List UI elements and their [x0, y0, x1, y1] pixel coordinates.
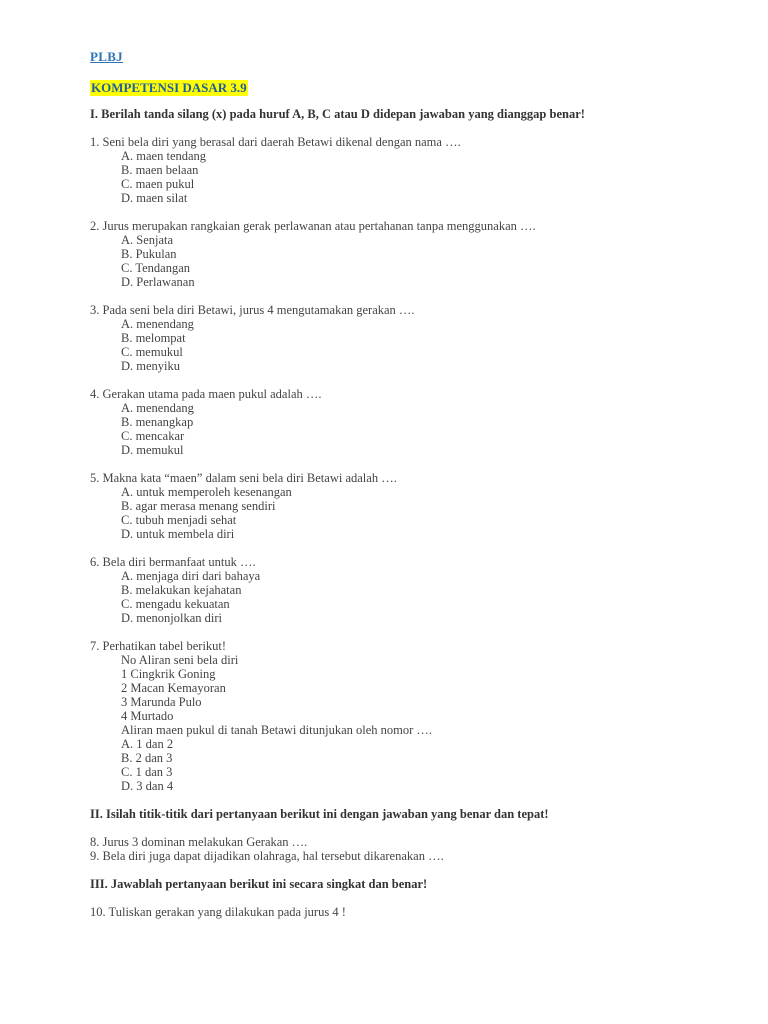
option-a: A. menendang	[121, 401, 194, 415]
question-text: 1. Seni bela diri yang berasal dari daerah Betawi dikenal dengan nama ….	[90, 135, 461, 149]
question-8: 8. Jurus 3 dominan melakukan Gerakan ….	[90, 835, 308, 849]
option-d: D. menyiku	[121, 359, 181, 373]
option-c: C. mencakar	[121, 429, 185, 443]
competency-heading: KOMPETENSI DASAR 3.9	[91, 80, 247, 95]
question-text: 4. Gerakan utama pada maen pukul adalah ….	[90, 387, 322, 401]
question-text: 5. Makna kata “maen” dalam seni bela diri Betawi adalah ….	[90, 471, 397, 485]
table-row: 4 Murtado	[121, 709, 174, 723]
option-c: C. Tendangan	[121, 261, 191, 275]
table-row: 1 Cingkrik Goning	[121, 667, 216, 681]
section2-questions	[90, 835, 677, 863]
question-7	[90, 639, 677, 793]
option-c: C. memukul	[121, 345, 183, 359]
question-text: 6. Bela diri bermanfaat untuk ….	[90, 555, 256, 569]
option-b: B. 2 dan 3	[121, 751, 173, 765]
option-b: B. maen belaan	[121, 163, 199, 177]
question-5	[90, 471, 677, 541]
question-3	[90, 303, 677, 373]
subject-label: PLBJ	[90, 49, 123, 64]
option-a: A. untuk memperoleh kesenangan	[121, 485, 292, 499]
option-c: C. maen pukul	[121, 177, 195, 191]
option-a: A. maen tendang	[121, 149, 207, 163]
table-header: No Aliran seni bela diri	[121, 653, 239, 667]
option-b: B. Pukulan	[121, 247, 177, 261]
table-row: 2 Macan Kemayoran	[121, 681, 226, 695]
option-d: D. maen silat	[121, 191, 188, 205]
option-d: D. memukul	[121, 443, 184, 457]
question-4	[90, 387, 677, 457]
competency-row	[90, 79, 677, 95]
question-2	[90, 219, 677, 289]
option-c: C. mengadu kekuatan	[121, 597, 230, 611]
option-b: B. menangkap	[121, 415, 194, 429]
question-prompt: Aliran maen pukul di tanah Betawi ditunjukan oleh nomor ….	[121, 723, 433, 737]
document-page	[90, 48, 677, 919]
option-d: D. Perlawanan	[121, 275, 195, 289]
question-text: 3. Pada seni bela diri Betawi, jurus 4 mengutamakan gerakan ….	[90, 303, 415, 317]
subject-row	[90, 48, 677, 64]
section2-instruction: II. Isilah titik-titik dari pertanyaan berikut ini dengan jawaban yang benar dan tepat!	[90, 807, 549, 821]
question-1	[90, 135, 677, 205]
option-d: D. menonjolkan diri	[121, 611, 223, 625]
option-a: A. menjaga diri dari bahaya	[121, 569, 261, 583]
option-d: D. 3 dan 4	[121, 779, 174, 793]
option-c: C. 1 dan 3	[121, 765, 173, 779]
option-b: B. agar merasa menang sendiri	[121, 499, 276, 513]
question-text: 2. Jurus merupakan rangkaian gerak perlawanan atau pertahanan tanpa menggunakan ….	[90, 219, 536, 233]
question-9: 9. Bela diri juga dapat dijadikan olahraga, hal tersebut dikarenakan ….	[90, 849, 444, 863]
option-b: B. melompat	[121, 331, 186, 345]
section1-instruction: I. Berilah tanda silang (x) pada huruf A, B, C atau D didepan jawaban yang dianggap benar!	[90, 107, 585, 121]
table-row: 3 Marunda Pulo	[121, 695, 202, 709]
option-a: A. Senjata	[121, 233, 174, 247]
question-text: 7. Perhatikan tabel berikut!	[90, 639, 227, 653]
option-a: A. menendang	[121, 317, 194, 331]
question-10: 10. Tuliskan gerakan yang dilakukan pada jurus 4 !	[90, 905, 346, 919]
section3-questions	[90, 905, 677, 919]
option-d: D. untuk membela diri	[121, 527, 235, 541]
option-b: B. melakukan kejahatan	[121, 583, 242, 597]
option-a: A. 1 dan 2	[121, 737, 174, 751]
option-c: C. tubuh menjadi sehat	[121, 513, 237, 527]
question-6	[90, 555, 677, 625]
section3-instruction: III. Jawablah pertanyaan berikut ini secara singkat dan benar!	[90, 877, 428, 891]
section1-questions	[90, 135, 677, 793]
